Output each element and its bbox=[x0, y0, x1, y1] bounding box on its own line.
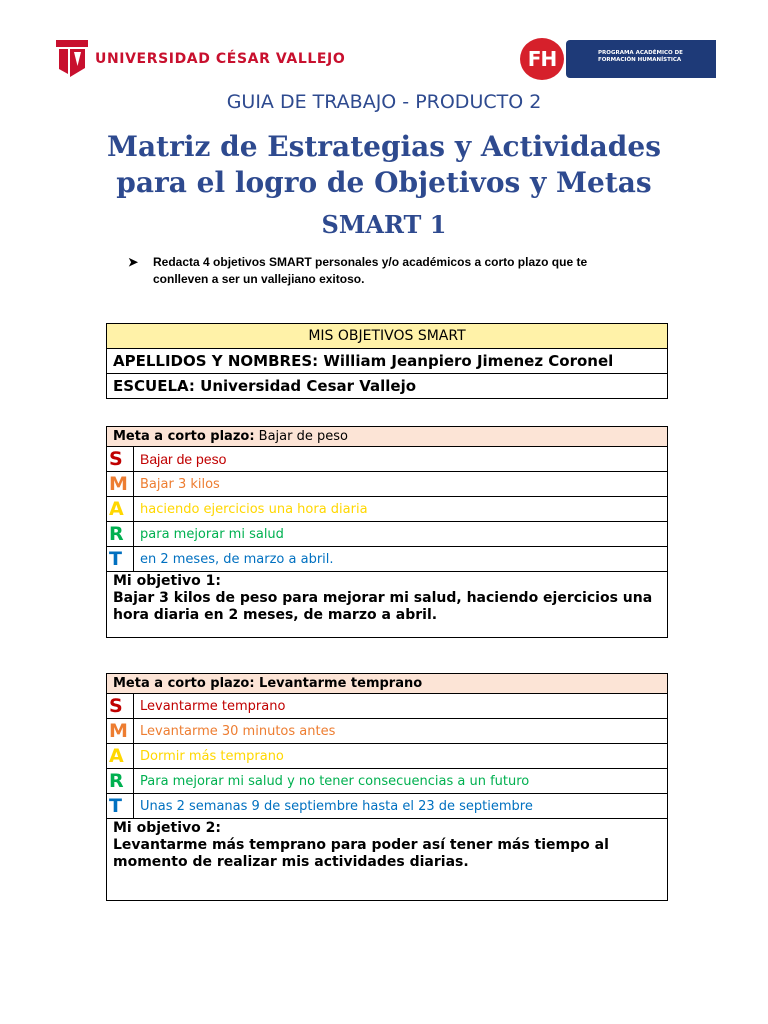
objective-label: Mi objetivo 1: bbox=[113, 573, 221, 589]
smart-letter-t: T bbox=[107, 547, 134, 572]
university-name: UNIVERSIDAD CÉSAR VALLEJO bbox=[95, 51, 346, 67]
objective-1 bbox=[107, 572, 668, 638]
instruction bbox=[128, 254, 648, 288]
objective-label: Mi objetivo 2: bbox=[113, 820, 221, 836]
program-logo-text: PROGRAMA ACADÉMICO DE FORMACIÓN HUMANÍSTICA bbox=[598, 50, 683, 63]
document-title: Matriz de Estrategias y Actividades para el logro de Objetivos y Metas bbox=[107, 130, 661, 199]
smart-achievable-value: Dormir más temprano bbox=[134, 744, 668, 769]
smart-goal-table-1 bbox=[106, 426, 668, 638]
smart-letter-r: R bbox=[107, 522, 134, 547]
program-logo bbox=[520, 38, 716, 80]
objective-2 bbox=[107, 819, 668, 901]
arrow-bullet-icon: ➤ bbox=[128, 255, 139, 269]
objective-text: Levantarme más temprano para poder así tener más tiempo al momento de realizar mis actividades diarias. bbox=[113, 837, 609, 870]
goal-header: Meta a corto plazo: Bajar de peso bbox=[107, 427, 668, 447]
instruction-line-2: conlleven a ser un vallejiano exitoso. bbox=[153, 272, 365, 286]
document-subtitle: SMART 1 bbox=[321, 210, 447, 239]
smart-letter-m: M bbox=[107, 719, 134, 744]
smart-letter-a: A bbox=[107, 497, 134, 522]
objective-text: Bajar 3 kilos de peso para mejorar mi salud, haciendo ejercicios una hora diaria en 2 meses, de marzo a abril. bbox=[113, 590, 653, 623]
ucv-shield-logo bbox=[56, 40, 88, 78]
smart-measurable-value: Levantarme 30 minutos antes bbox=[134, 719, 668, 744]
smart-timebound-value: Unas 2 semanas 9 de septiembre hasta el 23 de septiembre bbox=[134, 794, 668, 819]
smart-specific-value: Levantarme temprano bbox=[134, 694, 668, 719]
document-kicker: GUIA DE TRABAJO - PRODUCTO 2 bbox=[226, 91, 542, 113]
smart-letter-r: R bbox=[107, 769, 134, 794]
school-row: ESCUELA: Universidad Cesar Vallejo bbox=[107, 374, 668, 399]
smart-letter-m: M bbox=[107, 472, 134, 497]
student-name-row: APELLIDOS Y NOMBRES: William Jeanpiero Jimenez Coronel bbox=[107, 349, 668, 374]
smart-goal-table-2 bbox=[106, 673, 668, 901]
instruction-line-1: Redacta 4 objetivos SMART personales y/o académicos a corto plazo que te bbox=[153, 255, 588, 269]
smart-letter-s: S bbox=[107, 694, 134, 719]
smart-achievable-value: haciendo ejercicios una hora diaria bbox=[134, 497, 668, 522]
smart-letter-a: A bbox=[107, 744, 134, 769]
smart-relevant-value: para mejorar mi salud bbox=[134, 522, 668, 547]
smart-timebound-value: en 2 meses, de marzo a abril. bbox=[134, 547, 668, 572]
objectives-header: MIS OBJETIVOS SMART bbox=[107, 324, 668, 349]
smart-letter-s: S bbox=[107, 447, 134, 472]
page-header bbox=[0, 0, 768, 95]
smart-relevant-value: Para mejorar mi salud y no tener consecuencias a un futuro bbox=[134, 769, 668, 794]
smart-letter-t: T bbox=[107, 794, 134, 819]
objectives-info-table bbox=[106, 323, 668, 399]
smart-measurable-value: Bajar 3 kilos bbox=[134, 472, 668, 497]
goal-header: Meta a corto plazo: Levantarme temprano bbox=[107, 674, 668, 694]
program-logo-letters: FH bbox=[527, 47, 557, 71]
smart-specific-value: Bajar de peso bbox=[134, 447, 668, 472]
